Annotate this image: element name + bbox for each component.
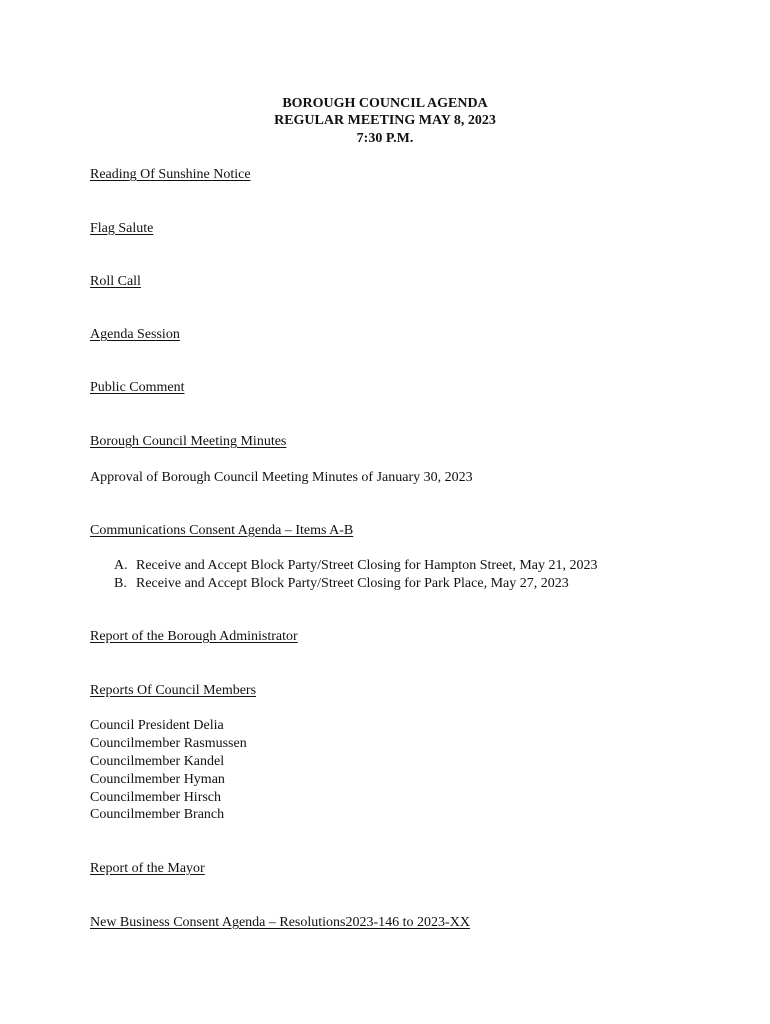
section-new-business-consent: New Business Consent Agenda – Resolutions2023-146 to 2023-XX	[90, 915, 470, 930]
section-public-comment: Public Comment	[90, 380, 185, 395]
section-flag-salute: Flag Salute	[90, 221, 154, 236]
meeting-date: REGULAR MEETING MAY 8, 2023	[274, 113, 496, 128]
council-member-item: Councilmember Hirsch	[90, 790, 222, 805]
section-roll-call: Roll Call	[90, 274, 141, 289]
council-member-item: Councilmember Hyman	[90, 772, 225, 787]
council-member-item: Council President Delia	[90, 718, 224, 733]
section-communications-consent: Communications Consent Agenda – Items A-B	[90, 523, 354, 538]
list-item: Receive and Accept Block Party/Street Closing for Park Place, May 27, 2023	[136, 576, 569, 591]
section-agenda-session: Agenda Session	[90, 327, 180, 342]
council-member-item: Councilmember Branch	[90, 807, 225, 822]
meeting-time: 7:30 P.M.	[356, 131, 414, 146]
minutes-approval-text: Approval of Borough Council Meeting Minutes of January 30, 2023	[90, 470, 473, 485]
section-sunshine-notice: Reading Of Sunshine Notice	[90, 167, 251, 182]
list-item-marker: A.	[114, 558, 128, 573]
section-mayor-report: Report of the Mayor	[90, 861, 205, 876]
council-member-item: Councilmember Rasmussen	[90, 736, 247, 751]
list-item-marker: B.	[114, 576, 127, 591]
council-member-item: Councilmember Kandel	[90, 754, 225, 769]
section-council-reports: Reports Of Council Members	[90, 683, 257, 698]
agenda-title: BOROUGH COUNCIL AGENDA	[282, 96, 488, 111]
section-meeting-minutes: Borough Council Meeting Minutes	[90, 434, 287, 449]
list-item: Receive and Accept Block Party/Street Closing for Hampton Street, May 21, 2023	[136, 558, 598, 573]
section-administrator-report: Report of the Borough Administrator	[90, 629, 298, 644]
